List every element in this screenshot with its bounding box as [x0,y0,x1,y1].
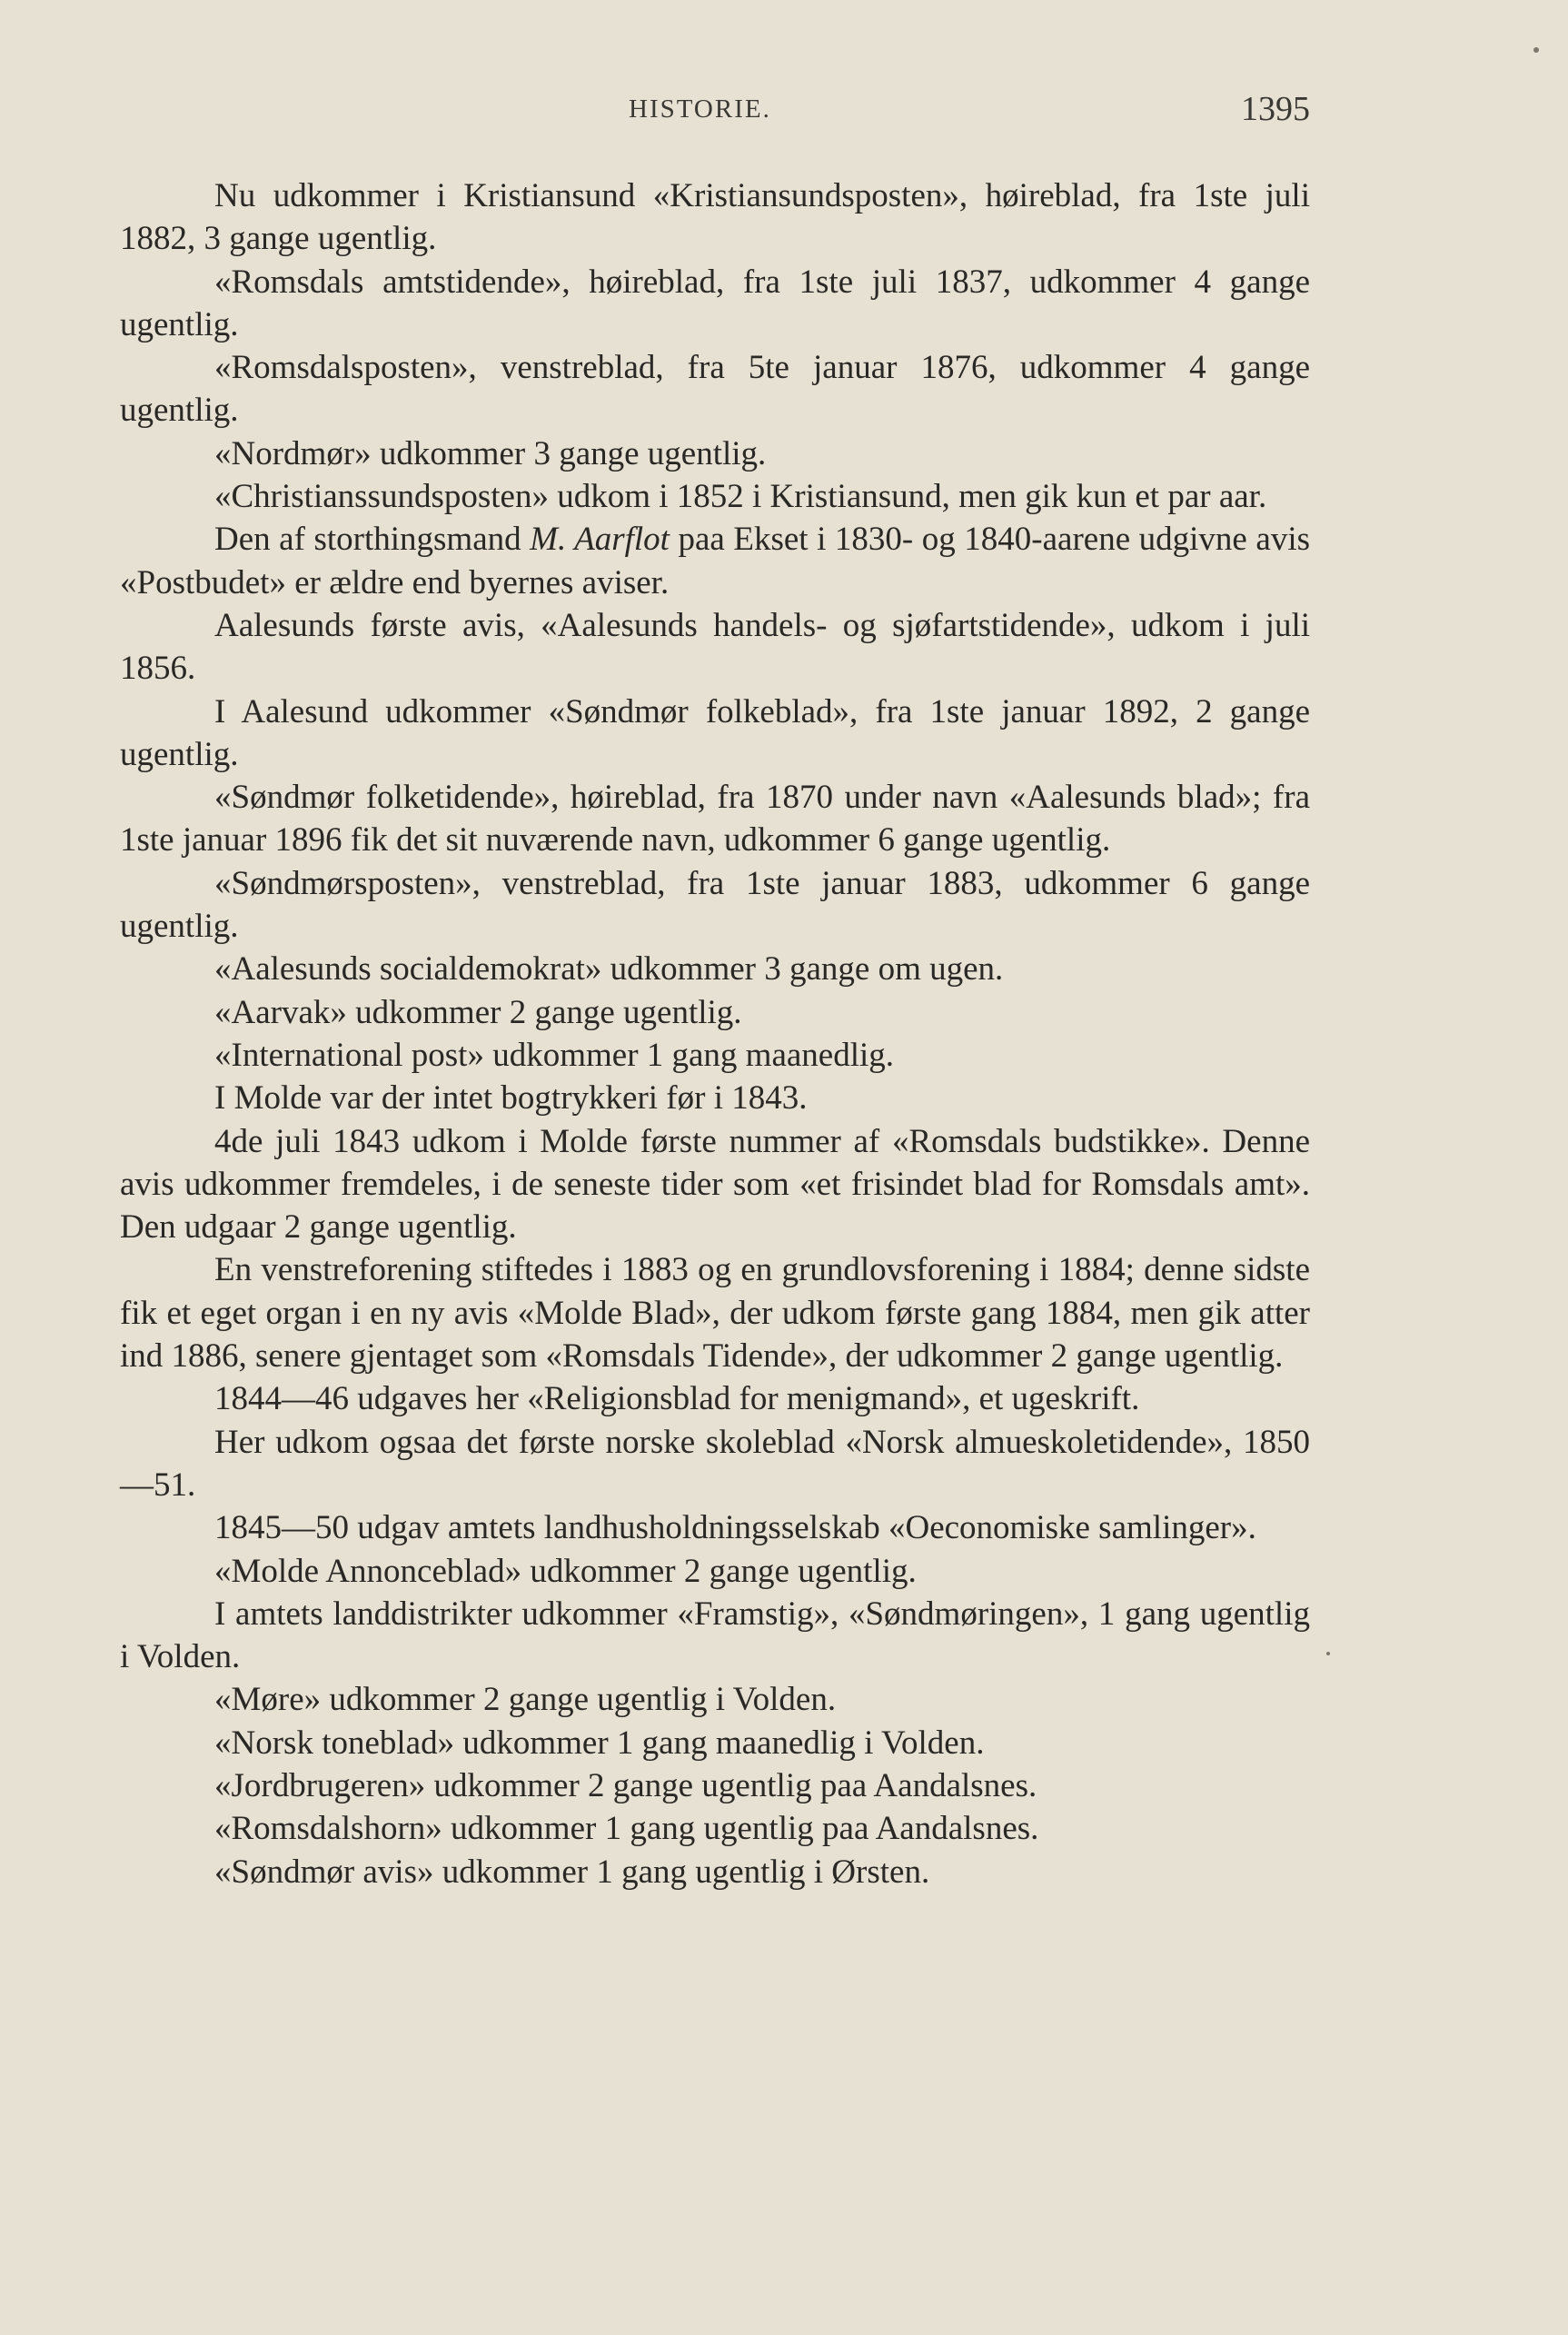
paragraph: Nu udkommer i Kristiansund «Kristiansundsposten», høireblad, fra 1ste juli 1882, 3 gange ugentlig. [120,177,1310,258]
person-name: M. Aarflot [530,521,670,559]
paragraph: «Søndmør avis» udkommer 1 gang ugentlig i Ørsten. [214,1853,930,1891]
paragraph [120,518,1310,604]
paragraph: «Romsdals amtstidende», høireblad, fra 1ste juli 1837, udkommer 4 gange ugentlig. [120,263,1310,343]
paragraph: En venstreforening stiftedes i 1883 og en grundlovsforening i 1884; denne sidste fik et eget organ i en ny avis «Molde Blad», der udkom første gang 1884, men gik atter ind 1886, senere gjentaget som «Romsdals Tidende», der udkommer 2 gange ugentlig. [120,1251,1310,1376]
paragraph: «Christianssundsposten» udkom i 1852 i Kristiansund, men gik kun et par aar. [214,478,1267,516]
ink-spot [1326,1652,1330,1655]
paragraph: «Norsk toneblad» udkommer 1 gang maanedlig i Volden. [214,1724,985,1762]
paragraph: I Aalesund udkommer «Søndmør folkeblad», fra 1ste januar 1892, 2 gange ugentlig. [120,692,1310,773]
paragraph: «Romsdalshorn» udkommer 1 gang ugentlig paa Aandalsnes. [214,1810,1039,1848]
paragraph: I amtets landdistrikter udkommer «Framstig», «Søndmøringen», 1 gang ugentlig i Volden. [120,1595,1310,1676]
body-text [120,174,1310,1893]
paragraph: 1845—50 udgav amtets landhusholdningsselskab «Oeconomiske samlinger». [214,1509,1256,1547]
paragraph: Her udkom ogsaa det første norske skoleblad «Norsk almueskoletidende», 1850—51. [120,1423,1310,1504]
running-head: HISTORIE. [629,94,771,124]
page-header [120,89,1310,134]
paragraph: «Søndmørsposten», venstreblad, fra 1ste januar 1883, udkommer 6 gange ugentlig. [120,864,1310,946]
paragraph: Aalesunds første avis, «Aalesunds handels- og sjøfartstidende», udkom i juli 1856. [120,606,1310,688]
paragraph-text: Den af storthingsmand [214,521,531,559]
paragraph: «Aalesunds socialdemokrat» udkommer 3 gange om ugen. [214,950,1004,989]
ink-spot [1533,47,1539,53]
paragraph: «Nordmør» udkommer 3 gange ugentlig. [214,434,767,472]
paragraph: «International post» udkommer 1 gang maanedlig. [214,1036,895,1074]
paragraph: I Molde var der intet bogtrykkeri før i 1843. [214,1079,808,1118]
paragraph: «Søndmør folketidende», høireblad, fra 1870 under navn «Aalesunds blad»; fra 1ste januar 1896 fik det sit nuværende navn, udkommer 6 gange ugentlig. [120,779,1310,859]
paragraph: 1844—46 udgaves her «Religionsblad for menigmand», et ugeskrift. [214,1380,1140,1418]
paragraph: «Romsdalsposten», venstreblad, fra 5te januar 1876, udkommer 4 gange ugentlig. [120,349,1310,430]
paragraph: «Molde Annonceblad» udkommer 2 gange ugentlig. [214,1552,917,1590]
page-number: 1395 [1241,90,1310,128]
paragraph: 4de juli 1843 udkom i Molde første nummer af «Romsdals budstikke». Denne avis udkommer fremdeles, i de seneste tider som «et frisindet blad for Romsdals amt». Den udgaar 2 gange ugentlig. [120,1122,1310,1247]
paragraph: «Møre» udkommer 2 gange ugentlig i Volden. [214,1681,837,1719]
paragraph: «Jordbrugeren» udkommer 2 gange ugentlig paa Aandalsnes. [214,1766,1037,1804]
paragraph-text: paa Ekset i 1830- og 1840-aarene udgivne avis «Postbudet» er ældre end byernes aviser. [120,521,1310,601]
paragraph: «Aarvak» udkommer 2 gange ugentlig. [214,993,742,1031]
